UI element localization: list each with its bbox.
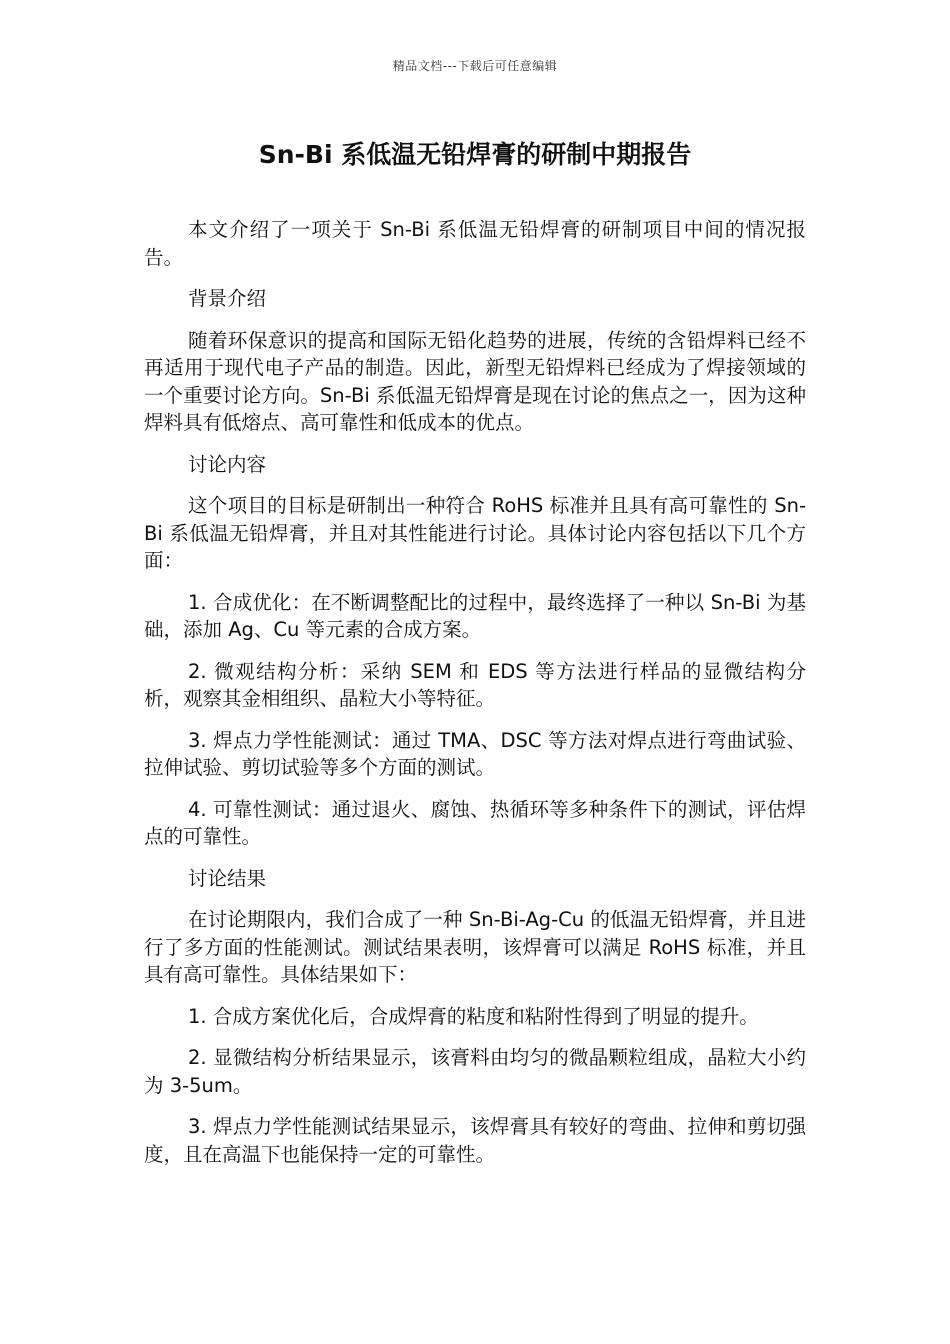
document-body [144,216,806,1182]
content-heading: 讨论内容 [188,452,267,476]
intro-paragraph: 本文介绍了一项关于 Sn-Bi 系低温无铅焊膏的研制项目中间的情况报告。 [144,218,806,269]
header-note: 精品文档---下载后可任意编辑 [392,59,558,73]
results-item-3: 3. 焊点力学性能测试结果显示，该焊膏具有较好的弯曲、拉伸和剪切强度，且在高温下也能保持一定的可靠性。 [144,1115,806,1166]
results-paragraph: 在讨论期限内，我们合成了一种 Sn-Bi-Ag-Cu 的低温无铅焊膏，并且进行了多方面的性能测试。测试结果表明，该焊膏可以满足 RoHS 标准，并且具有高可靠性。具体结果如下： [144,908,806,986]
content-item-1: 1. 合成优化：在不断调整配比的过程中，最终选择了一种以 Sn-Bi 为基础，添加 Ag、Cu 等元素的合成方案。 [144,590,806,641]
content-item-3: 3. 焊点力学性能测试：通过 TMA、DSC 等方法对焊点进行弯曲试验、拉伸试验、剪切试验等多个方面的测试。 [144,728,806,779]
results-item-2: 2. 显微结构分析结果显示，该膏料由均匀的微晶颗粒组成，晶粒大小约为 3-5um。 [144,1046,806,1097]
results-item-1: 1. 合成方案优化后，合成焊膏的粘度和粘附性得到了明显的提升。 [188,1004,759,1028]
document-title: Sn-Bi 系低温无铅焊膏的研制中期报告 [258,140,692,169]
results-heading: 讨论结果 [188,866,267,890]
content-item-4: 4. 可靠性测试：通过退火、腐蚀、热循环等多种条件下的测试，评估焊点的可靠性。 [144,797,806,848]
background-heading: 背景介绍 [188,287,267,310]
content-item-2: 2. 微观结构分析：采纳 SEM 和 EDS 等方法进行样品的显微结构分析，观察其金相组织、晶粒大小等特征。 [144,659,806,710]
background-paragraph: 随着环保意识的提高和国际无铅化趋势的进展，传统的含铅焊料已经不再适用于现代电子产品的制造。因此，新型无铅焊料已经成为了焊接领域的一个重要讨论方向。Sn-Bi 系低温无铅焊膏是现在讨论的焦点之一，因为这种焊料具有低熔点、高可靠性和低成本的优点。 [144,328,806,434]
content-paragraph: 这个项目的目标是研制出一种符合 RoHS 标准并且具有高可靠性的 Sn-Bi 系低温无铅焊膏，并且对其性能进行讨论。具体讨论内容包括以下几个方面： [144,494,806,572]
